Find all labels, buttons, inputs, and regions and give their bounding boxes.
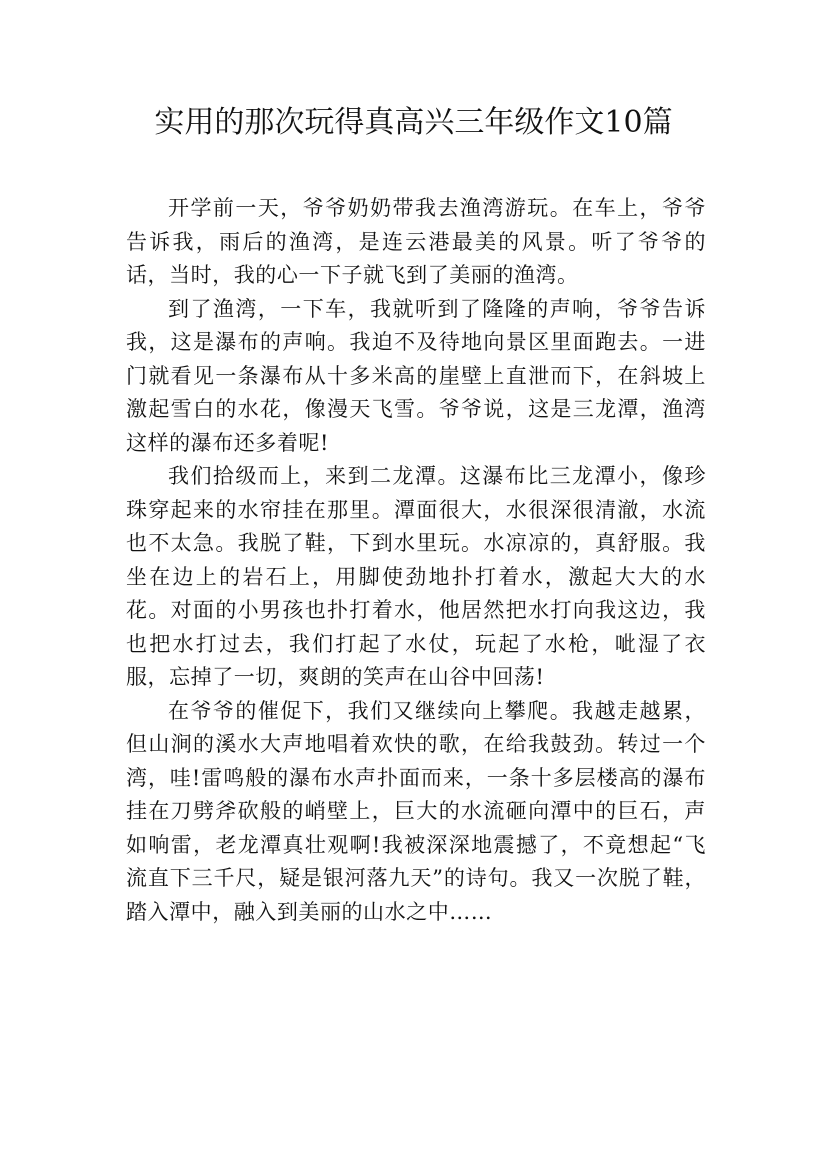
paragraph: 在爷爷的催促下，我们又继续向上攀爬。我越走越累，但山涧的溪水大声地唱着欢快的歌，在给我鼓劲。转过一个湾，哇!雷鸣般的瀑布水声扑面而来，一条十多层楼高的瀑布挂在刀劈斧砍般的峭壁上，巨大的水流砸向潭中的巨石，声如响雷，老龙潭真壮观啊!我被深深地震撼了，不竟想起“飞流直下三千尺，疑是银河落九天”的诗句。我又一次脱了鞋，踏入潭中，融入到美丽的山水之中…… [126,698,706,924]
document-body [126,192,706,929]
paragraph: 我们拾级而上，来到二龙潭。这瀑布比三龙潭小，像珍珠穿起来的水帘挂在那里。潭面很大，水很深很清澈，水流也不太急。我脱了鞋，下到水里玩。水凉凉的，真舒服。我坐在边上的岩石上，用脚使劲地扑打着水，激起大大的水花。对面的小男孩也扑打着水，他居然把水打向我这边，我也把水打过去，我们打起了水仗，玩起了水枪，呲湿了衣服，忘掉了一切，爽朗的笑声在山谷中回荡! [126,464,706,689]
paragraph: 开学前一天，爷爷奶奶带我去渔湾游玩。在车上，爷爷告诉我，雨后的渔湾，是连云港最美的风景。听了爷爷的话，当时，我的心一下子就飞到了美丽的渔湾。 [126,196,706,287]
document-title: 实用的那次玩得真高兴三年级作文10篇 [154,105,673,140]
paragraph: 到了渔湾，一下车，我就听到了隆隆的声响，爷爷告诉我，这是瀑布的声响。我迫不及待地向景区里面跑去。一进门就看见一条瀑布从十多米高的崖壁上直泄而下，在斜坡上激起雪白的水花，像漫天飞雪。爷爷说，这是三龙潭，渔湾这样的瀑布还多着呢! [126,296,706,455]
